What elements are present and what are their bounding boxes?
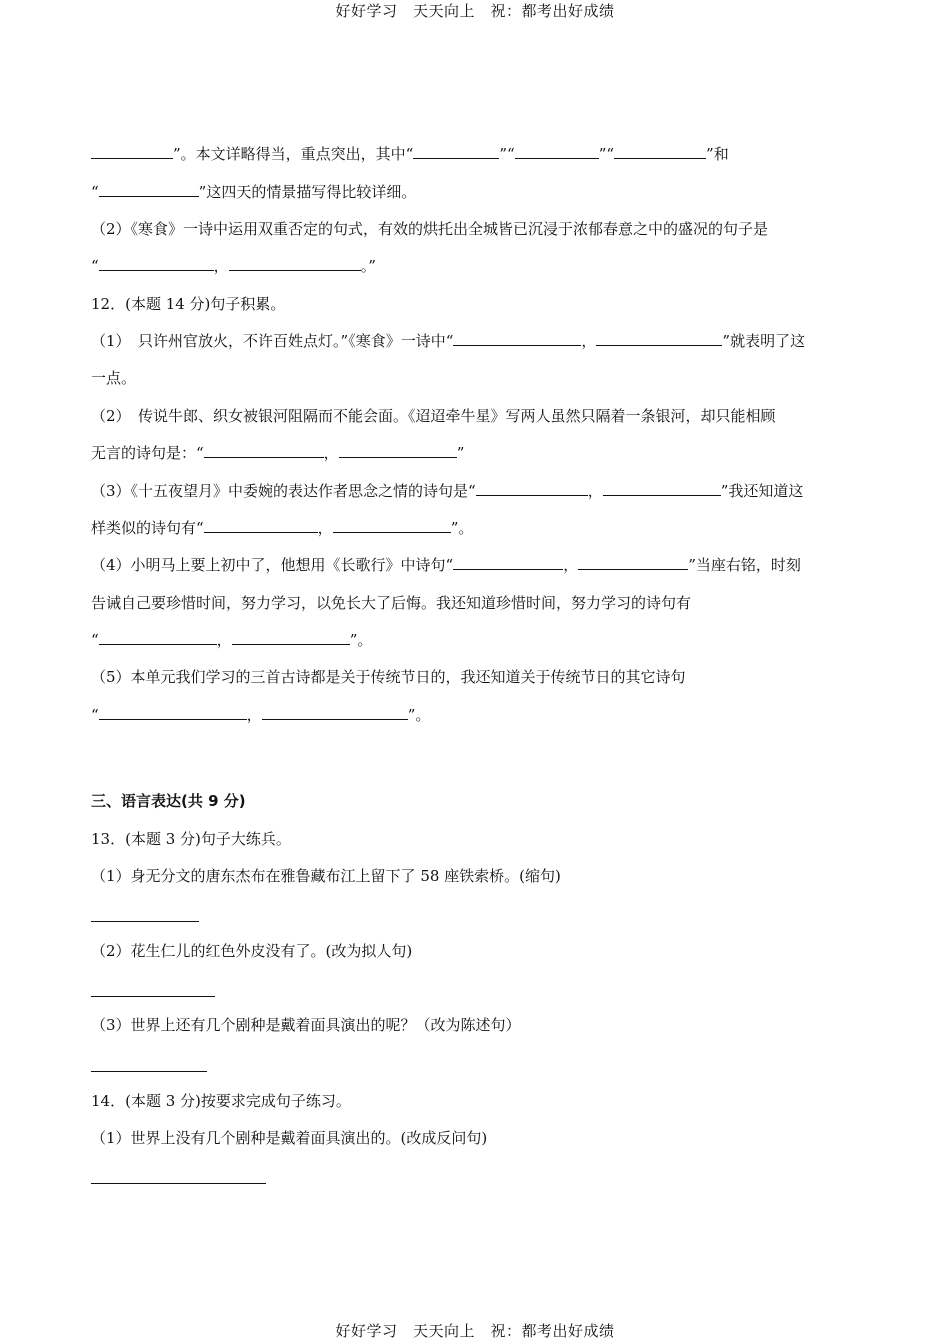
answer-blank[interactable] [453,331,581,346]
blank-line-4: “ ， 。” [91,257,376,275]
question-12-4: （4）小明马上要上初中了，他想用《长歌行》中诗句“ ， ”当座右铭，时刻 [91,556,801,574]
question-12-3: （3）《十五夜望月》中委婉的表达作者思念之情的诗句是“ ， ”我还知道这 [91,482,804,500]
answer-blank[interactable] [204,518,318,533]
answer-blank[interactable] [614,144,706,159]
section-3-heading: 三、语言表达(共 9 分) [91,792,246,810]
question-12-5-blanks: “ ， ”。 [91,706,431,724]
question-12-4-cont: 告诫自己要珍惜时间，努力学习，以免长大了后悔。我还知道珍惜时间，努力学习的诗句有 [91,594,692,612]
question-13-3: （3）世界上还有几个剧种是戴着面具演出的呢？（改为陈述句） [91,1016,521,1034]
question-12-title: 12．(本题 14 分)句子积累。 [91,295,286,313]
question-12-2: （2） 传说牛郎、织女被银河阻隔而不能会面。《迢迢牵牛星》写两人虽然只隔着一条银河，却只能相顾 [91,407,776,425]
question-12-3-cont: 样类似的诗句有“ ， ”。 [91,519,474,537]
answer-blank[interactable] [453,555,563,570]
answer-blank[interactable] [99,630,217,645]
answer-blank[interactable] [229,256,361,271]
question-13-2: （2）花生仁儿的红色外皮没有了。(改为拟人句) [91,942,413,960]
question-11-2: （2）《寒食》一诗中运用双重否定的句式，有效的烘托出全城皆已沉浸于浓郁春意之中的盛况的句子是 [91,220,769,238]
answer-blank[interactable] [99,705,247,720]
answer-line[interactable] [91,996,215,997]
answer-blank[interactable] [578,555,688,570]
answer-blank[interactable] [413,144,499,159]
answer-blank[interactable] [596,331,722,346]
answer-line[interactable] [91,1071,207,1072]
blank-line-1: ”。本文详略得当，重点突出，其中“ ”“ ”“ ”和 [91,143,871,165]
answer-blank[interactable] [204,443,324,458]
question-12-5: （5）本单元我们学习的三首古诗都是关于传统节日的，我还知道关于传统节日的其它诗句 [91,668,686,686]
question-14-title: 14．(本题 3 分)按要求完成句子练习。 [91,1092,351,1110]
page-footer: 好好学习 天天向上 祝：都考出好成绩 [335,1322,615,1340]
answer-blank[interactable] [339,443,457,458]
answer-blank[interactable] [232,630,350,645]
answer-blank[interactable] [99,182,199,197]
answer-blank[interactable] [333,518,451,533]
question-12-2-cont: 无言的诗句是：“ ， ” [91,444,465,462]
question-12-1-cont: 一点。 [91,369,137,387]
question-14-1: （1）世界上没有几个剧种是戴着面具演出的。(改成反问句) [91,1129,488,1147]
question-13-title: 13．(本题 3 分)句子大练兵。 [91,830,291,848]
answer-blank[interactable] [476,481,588,496]
answer-blank[interactable] [603,481,721,496]
answer-blank[interactable] [515,144,599,159]
answer-blank[interactable] [262,705,408,720]
answer-blank[interactable] [91,144,173,159]
answer-blank[interactable] [99,256,214,271]
answer-line[interactable] [91,1183,266,1184]
blank-line-2: “ ”这四天的情景描写得比较详细。 [91,183,417,201]
answer-line[interactable] [91,921,199,922]
question-12-1: （1） 只许州官放火，不许百姓点灯。”《寒食》一诗中“ ， ”就表明了这 [91,332,806,350]
question-13-1: （1）身无分文的唐东杰布在雅鲁藏布江上留下了 58 座铁索桥。(缩句) [91,867,561,885]
page-header: 好好学习 天天向上 祝：都考出好成绩 [335,2,615,20]
question-12-4-blanks: “ ， ”。 [91,631,373,649]
